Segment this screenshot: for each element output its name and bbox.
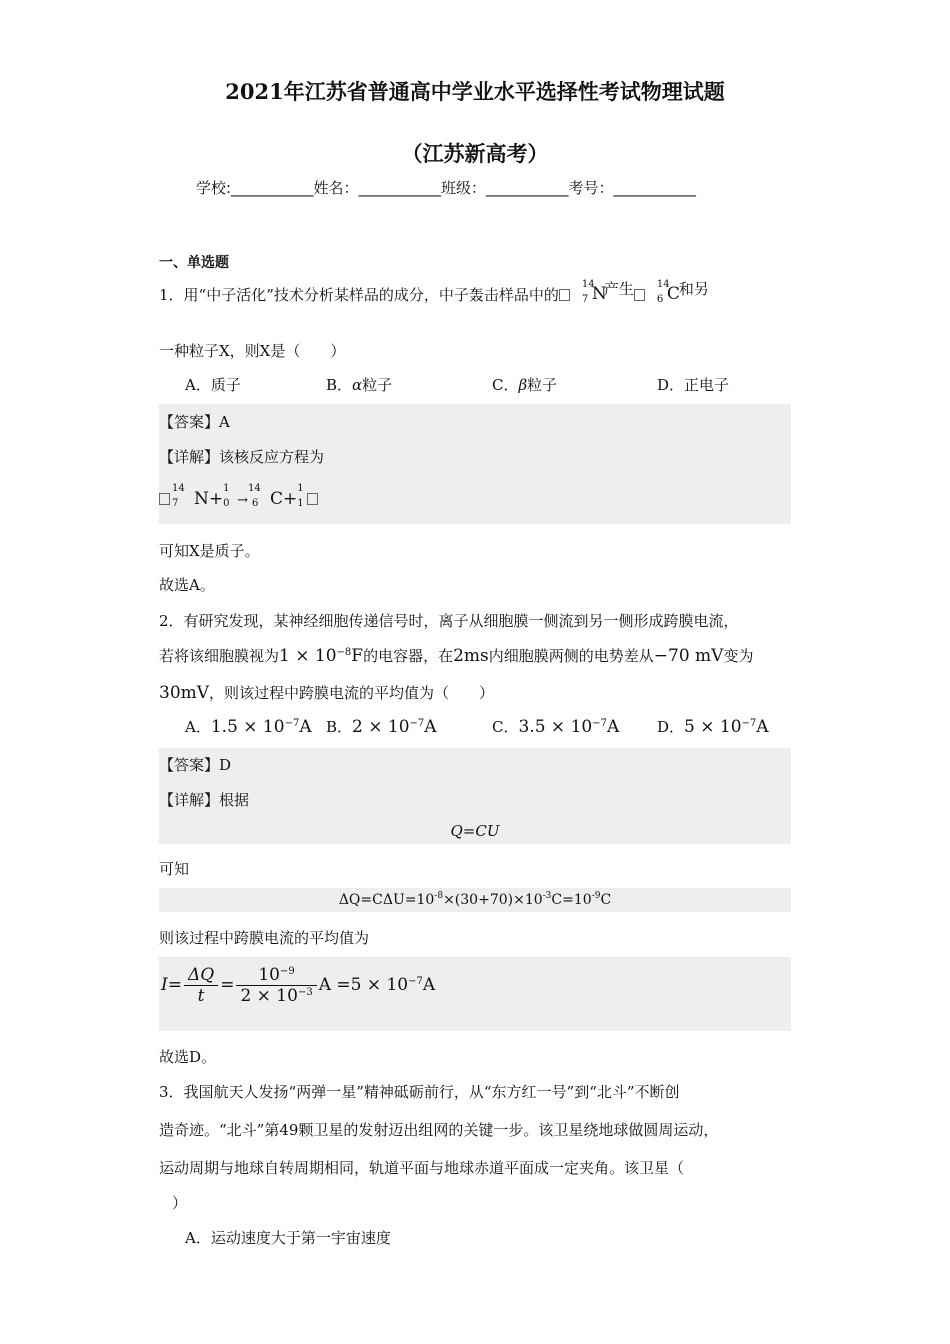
q1-reaction-equation: 14 7 N+ 1 0 → 14 6 C+ 1 1 <box>159 488 320 510</box>
equation-placeholder-icon <box>159 493 170 505</box>
q1-option-c: C．β粒子 <box>492 376 558 394</box>
q1-stem-line1: 1．用“中子活化”技术分析某样品的成分，中子轰击样品中的 14 7 N 产生 14 6 C 和另 <box>159 279 709 305</box>
q1-stem-line2: 一种粒子X，则X是（ ） <box>159 342 346 360</box>
q2-explanation: 【详解】根据 <box>159 791 250 809</box>
q2-know: 可知 <box>159 860 190 878</box>
q2-option-c: C．$3.5 \times 10^{-7}A$ <box>492 717 620 737</box>
q3-stem-line1: 3．我国航天人发扬“两弹一星”精神砥砺前行，从“东方红一号”到“北斗”不断创 <box>159 1083 680 1101</box>
q3-stem-line4: ） <box>172 1194 188 1212</box>
nuclide-c14: 14 6 C <box>656 279 680 305</box>
q3-stem-line3: 运动周期与地球自转周期相同，轨道平面与地球赤道平面成一定夹角。该卫星（ <box>159 1159 685 1177</box>
equation-placeholder-icon <box>634 289 645 301</box>
q2-stem-line2: 若将该细胞膜视为$1 \times 10^{-8}F$的电容器，在2ms内细胞膜两侧的电势差从−70 mV变为 <box>159 646 754 666</box>
fraction-values: $\frac{10^{-9}}{2 \times 10^{-3}}$ <box>236 965 316 1006</box>
q2-equation-q-cu: Q=CU <box>450 822 500 840</box>
q1-option-a: A．质子 <box>185 376 241 394</box>
q1-choice: 故选A。 <box>159 576 215 594</box>
q2-average-text: 则该过程中跨膜电流的平均值为 <box>159 929 370 947</box>
q1-explanation: 【详解】该核反应方程为 <box>159 448 325 466</box>
q2-option-a: A．$1.5 \times 10^{-7}A$ <box>185 717 312 737</box>
section-heading: 一、单选题 <box>159 255 229 271</box>
equation-placeholder-icon <box>307 493 318 505</box>
q2-current-equation: I= $\frac{\Delta Q}{t}$ = $\frac{10^{-9}}{2 \times 10^{-3}}$ $A =5 \times 10^{-7}A$ <box>161 965 436 1006</box>
q3-option-a: A．运动速度大于第一宇宙速度 <box>185 1229 391 1247</box>
q1-option-d: D．正电子 <box>657 376 730 394</box>
student-info-line: 学校:___________姓名：___________班级：___________考号：___________ <box>196 179 697 197</box>
q3-stem-line2: 造奇迹。“北斗”第49颗卫星的发射迈出组网的关键一步。该卫星绕地球做圆周运动， <box>159 1121 719 1139</box>
fraction-dq-t: $\frac{\Delta Q}{t}$ <box>184 965 218 1006</box>
page-title: 2021年江苏省普通高中学业水平选择性考试物理试题 <box>225 79 725 104</box>
page-subtitle: （江苏新高考） <box>401 141 549 166</box>
q1-option-b: B．α粒子 <box>326 376 393 394</box>
nuclide-n14: 14 7 N <box>581 279 607 305</box>
equation-placeholder-icon <box>559 289 570 301</box>
q2-choice: 故选D。 <box>159 1048 217 1066</box>
q2-stem-line3: 30mV，则该过程中跨膜电流的平均值为（ ） <box>159 683 495 703</box>
q2-answer: 【答案】D <box>159 756 232 774</box>
q1-conclusion: 可知X是质子。 <box>159 542 260 560</box>
q2-option-b: B．$2 \times 10^{-7}A$ <box>326 717 437 737</box>
q1-stem-text: 1．用“中子活化”技术分析某样品的成分，中子轰击样品中的 <box>159 286 559 304</box>
q2-equation-delta-q: $\Delta Q=C\Delta U=10^{-8}\times(30+70)\times 10^{-3}C=10^{-9}C$ <box>338 891 612 908</box>
q2-option-d: D．$5 \times 10^{-7}A$ <box>657 717 769 737</box>
q1-answer: 【答案】A <box>159 413 230 431</box>
q2-stem-line1: 2．有研究发现，某神经细胞传递信号时，离子从细胞膜一侧流到另一侧形成跨膜电流， <box>159 612 739 630</box>
